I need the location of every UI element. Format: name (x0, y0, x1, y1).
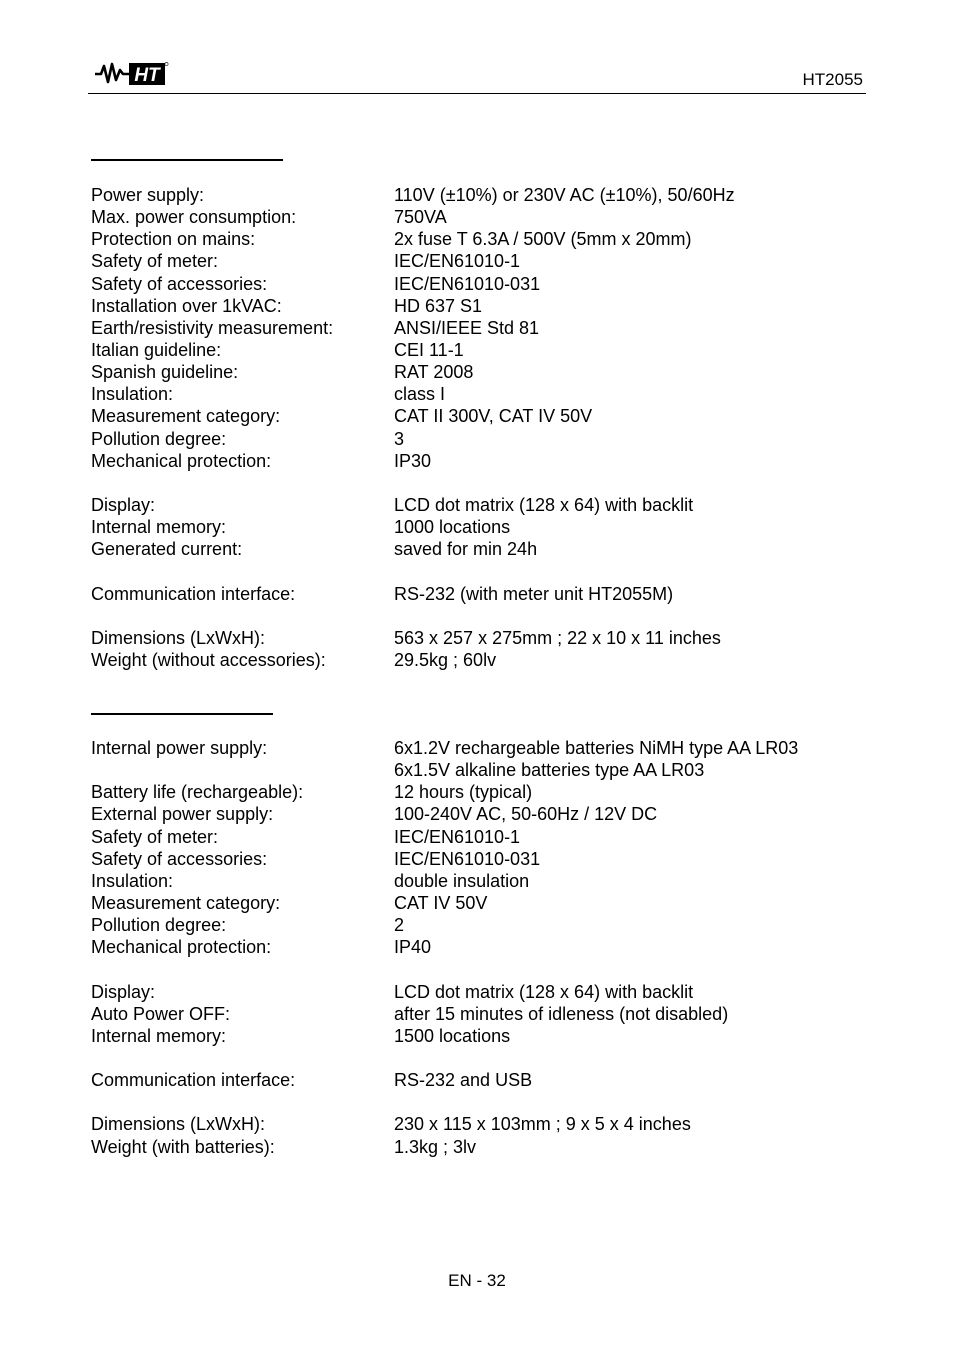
spec-row (91, 759, 871, 781)
spec-row (91, 1069, 871, 1091)
spec-row (91, 781, 871, 803)
group-spacer (91, 1091, 871, 1113)
spec-label: Weight (without accessories): (91, 649, 326, 670)
spec-value: 1500 locations (394, 1025, 511, 1046)
section1-spec-list (91, 184, 871, 671)
group-spacer (91, 560, 871, 582)
spec-label: Auto Power OFF: (91, 1003, 231, 1024)
spec-value: ANSI/IEEE Std 81 (394, 317, 540, 338)
spec-label: External power supply: (91, 804, 274, 825)
spec-value: saved for min 24h (394, 539, 538, 560)
spec-label: Internal memory: (91, 1025, 227, 1046)
spec-value: RAT 2008 (394, 362, 474, 383)
spec-label: Weight (with batteries): (91, 1136, 275, 1157)
spec-value: HD 637 S1 (394, 295, 483, 316)
spec-label: Safety of accessories: (91, 273, 268, 294)
spec-value: class I (394, 384, 446, 405)
spec-value: IEC/EN61010-1 (394, 826, 521, 847)
spec-row (91, 494, 871, 516)
spec-label (91, 759, 394, 781)
spec-value: 100-240V AC, 50-60Hz / 12V DC (394, 804, 658, 825)
section2-title-underline (91, 713, 273, 715)
spec-value: double insulation (394, 870, 530, 891)
spec-value: IEC/EN61010-031 (394, 848, 541, 869)
spec-value: 563 x 257 x 275mm ; 22 x 10 x 11 inches (394, 627, 721, 648)
header-rule (88, 93, 866, 94)
spec-row (91, 1003, 871, 1025)
spec-row (91, 583, 871, 605)
spec-label: Italian guideline: (91, 339, 222, 360)
spec-row (91, 1113, 871, 1135)
spec-value: CAT II 300V, CAT IV 50V (394, 406, 593, 427)
spec-value: 2 (394, 915, 405, 936)
ht-logo (93, 60, 169, 88)
spec-label: Mechanical protection: (91, 937, 272, 958)
spec-row (91, 317, 871, 339)
spec-label: Measurement category: (91, 406, 281, 427)
spec-row (91, 184, 871, 206)
spec-label: Insulation: (91, 870, 174, 891)
spec-label: Dimensions (LxWxH): (91, 1114, 266, 1135)
logo-text: HT (134, 65, 160, 86)
spec-row (91, 361, 871, 383)
spec-value: 1.3kg ; 3lv (394, 1136, 477, 1157)
spec-value: CEI 11-1 (394, 339, 464, 360)
spec-label: Communication interface: (91, 583, 296, 604)
spec-value: after 15 minutes of idleness (not disabled) (394, 1003, 729, 1024)
spec-value: 6x1.5V alkaline batteries type AA LR03 (394, 760, 705, 781)
spec-label: Power supply: (91, 185, 205, 205)
spec-value: 2x fuse T 6.3A / 500V (5mm x 20mm) (394, 229, 692, 250)
spec-label: Mechanical protection: (91, 450, 272, 471)
spec-row (91, 428, 871, 450)
spec-value: IEC/EN61010-031 (394, 273, 541, 294)
spec-row (91, 936, 871, 958)
spec-value: 1000 locations (394, 517, 511, 538)
section2-spec-list (91, 737, 871, 1158)
spec-value: IEC/EN61010-1 (394, 251, 521, 272)
spec-row (91, 538, 871, 560)
spec-row (91, 295, 871, 317)
spec-row (91, 627, 871, 649)
spec-row (91, 649, 871, 671)
spec-row (91, 1136, 871, 1158)
spec-label: Display: (91, 494, 156, 515)
spec-label: Earth/resistivity measurement: (91, 317, 334, 338)
spec-value: IP40 (394, 937, 432, 958)
spec-label: Max. power consumption: (91, 207, 297, 228)
spec-value: 6x1.2V rechargeable batteries NiMH type AA LR03 (394, 738, 799, 758)
page-number: EN - 32 (448, 1271, 506, 1290)
model-name: HT2055 (802, 70, 863, 89)
spec-row (91, 892, 871, 914)
group-spacer (91, 605, 871, 627)
spec-label: Installation over 1kVAC: (91, 295, 282, 316)
spec-value: CAT IV 50V (394, 892, 488, 913)
spec-label: Internal memory: (91, 517, 227, 538)
spec-value: 230 x 115 x 103mm ; 9 x 5 x 4 inches (394, 1114, 691, 1135)
spec-row (91, 450, 871, 472)
spec-value: IP30 (394, 450, 432, 471)
spec-value: RS-232 (with meter unit HT2055M) (394, 583, 674, 604)
spec-label: Protection on mains: (91, 229, 256, 250)
spec-row (91, 870, 871, 892)
spec-value: RS-232 and USB (394, 1070, 533, 1091)
spec-value: 750VA (394, 207, 447, 228)
spec-label: Pollution degree: (91, 915, 227, 936)
spec-row (91, 383, 871, 405)
section1-title-underline (91, 159, 283, 161)
spec-row (91, 273, 871, 295)
spec-row (91, 914, 871, 936)
spec-label: Dimensions (LxWxH): (91, 627, 266, 648)
spec-label: Safety of meter: (91, 251, 219, 272)
spec-label: Safety of accessories: (91, 848, 268, 869)
spec-value: LCD dot matrix (128 x 64) with backlit (394, 494, 694, 515)
spec-row (91, 737, 871, 759)
spec-label: Insulation: (91, 384, 174, 405)
spec-value: LCD dot matrix (128 x 64) with backlit (394, 981, 694, 1002)
spec-value: 12 hours (typical) (394, 782, 533, 803)
spec-row (91, 981, 871, 1003)
spec-label: Communication interface: (91, 1070, 296, 1091)
spec-label: Pollution degree: (91, 428, 227, 449)
spec-label: Internal power supply: (91, 738, 268, 758)
spec-label: Battery life (rechargeable): (91, 782, 304, 803)
spec-label: Generated current: (91, 539, 243, 560)
spec-label: Safety of meter: (91, 826, 219, 847)
group-spacer (91, 472, 871, 494)
spec-row (91, 826, 871, 848)
spec-row (91, 206, 871, 228)
group-spacer (91, 1047, 871, 1069)
spec-label: Measurement category: (91, 892, 281, 913)
spec-row (91, 848, 871, 870)
spec-label: Spanish guideline: (91, 362, 239, 383)
spec-row (91, 803, 871, 825)
spec-value: 110V (±10%) or 230V AC (±10%), 50/60Hz (394, 185, 735, 205)
spec-value: 3 (394, 428, 405, 449)
spec-row (91, 250, 871, 272)
spec-row (91, 405, 871, 427)
spec-label: Display: (91, 981, 156, 1002)
spec-value: 29.5kg ; 60lv (394, 649, 497, 670)
spec-row (91, 1025, 871, 1047)
spec-row (91, 339, 871, 361)
spec-row (91, 228, 871, 250)
spec-row (91, 516, 871, 538)
group-spacer (91, 958, 871, 980)
